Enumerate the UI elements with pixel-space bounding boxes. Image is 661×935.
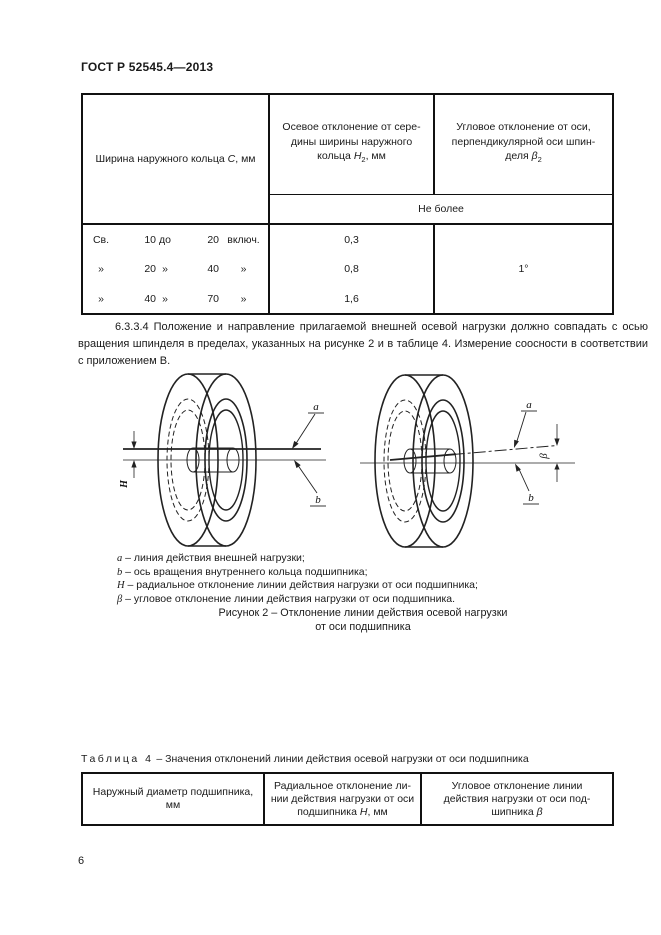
legend-line: H – радиальное отклонение линии действия нагрузки от оси подшипника; xyxy=(117,579,478,592)
section-paragraph: 6.3.3.4 Положение и направление прилагаемой внешней осевой нагрузки должно совпадать с осью вращения шпинделя в пределах, указанных на рисунке 2 и в таблице 4. Измерение соосности в соответствии с приложением В. xyxy=(78,321,648,368)
bearing-drawing-right xyxy=(375,375,473,547)
axial-value-cell: 0,8 xyxy=(269,254,434,284)
leader-a-right xyxy=(514,411,537,448)
leader-a-left xyxy=(292,413,324,449)
figure-label-a-left: a xyxy=(313,401,319,413)
leader-b-right xyxy=(515,464,539,505)
dimension-H xyxy=(131,431,136,478)
legend-line: β – угловое отклонение линии действия нагрузки от оси подшипника. xyxy=(117,593,456,606)
range-cell: » 40 » 70 » xyxy=(82,284,269,314)
standard-number: ГОСТ Р 52545.4—2013 xyxy=(81,60,214,74)
legend-line: a – линия действия внешней нагрузки; xyxy=(117,552,305,564)
dimension-beta xyxy=(554,424,559,482)
axial-deviation-column-header: Осевое отклонение от сере- дины ширины наружного кольца $H_2$, мм xyxy=(269,94,434,194)
table4-title: Таблица 4 – Значения отклонений линии действия осевой нагрузки от оси подшипника xyxy=(81,753,529,765)
deviation-table xyxy=(81,772,614,826)
figure-caption: Рисунок 2 – Отклонение линии действия осевой нагрузки от оси подшипника xyxy=(218,607,508,633)
tolerance-table xyxy=(81,93,614,315)
table-row xyxy=(82,224,613,254)
figure-legend xyxy=(117,552,478,607)
legend-line: b – ось вращения внутреннего кольца подшипника; xyxy=(117,565,368,578)
angular-deviation-column-header: Угловое отклонение от оси, перпендикулярной оси шпин- деля $\beta_2$ xyxy=(434,94,613,194)
figure-label-b-left: b xyxy=(315,494,321,506)
range-cell: Св. 10 до 20 включ. xyxy=(82,224,269,254)
range-cell: » 20 » 40 » xyxy=(82,254,269,284)
leader-b-left xyxy=(294,460,326,506)
radial-deviation-column-header: Радиальное отклонение ли- нии действия нагрузки от оси подшипника H, мм xyxy=(264,773,421,825)
width-column-header: Ширина наружного кольца C, мм xyxy=(82,94,269,224)
outer-diameter-column-header: Наружный диаметр подшипника, мм xyxy=(82,773,264,825)
angular-deviation-column-header2: Угловое отклонение линии действия нагрузки от оси под- шипника β xyxy=(421,773,613,825)
figure-label-a-right: a xyxy=(526,399,532,411)
figure-label-b-right: b xyxy=(528,492,534,504)
figure-label-beta: β xyxy=(538,453,550,459)
angular-value-cell: 1° xyxy=(434,224,613,314)
not-more-than-subheader: Не более xyxy=(269,194,613,224)
axial-value-cell: 1,6 xyxy=(269,284,434,314)
axial-value-cell: 0,3 xyxy=(269,224,434,254)
load-line-a-right-solid xyxy=(390,454,456,460)
figure-2-drawing xyxy=(78,368,603,560)
page-number: 6 xyxy=(78,855,85,867)
figure-label-H: H xyxy=(119,480,130,488)
